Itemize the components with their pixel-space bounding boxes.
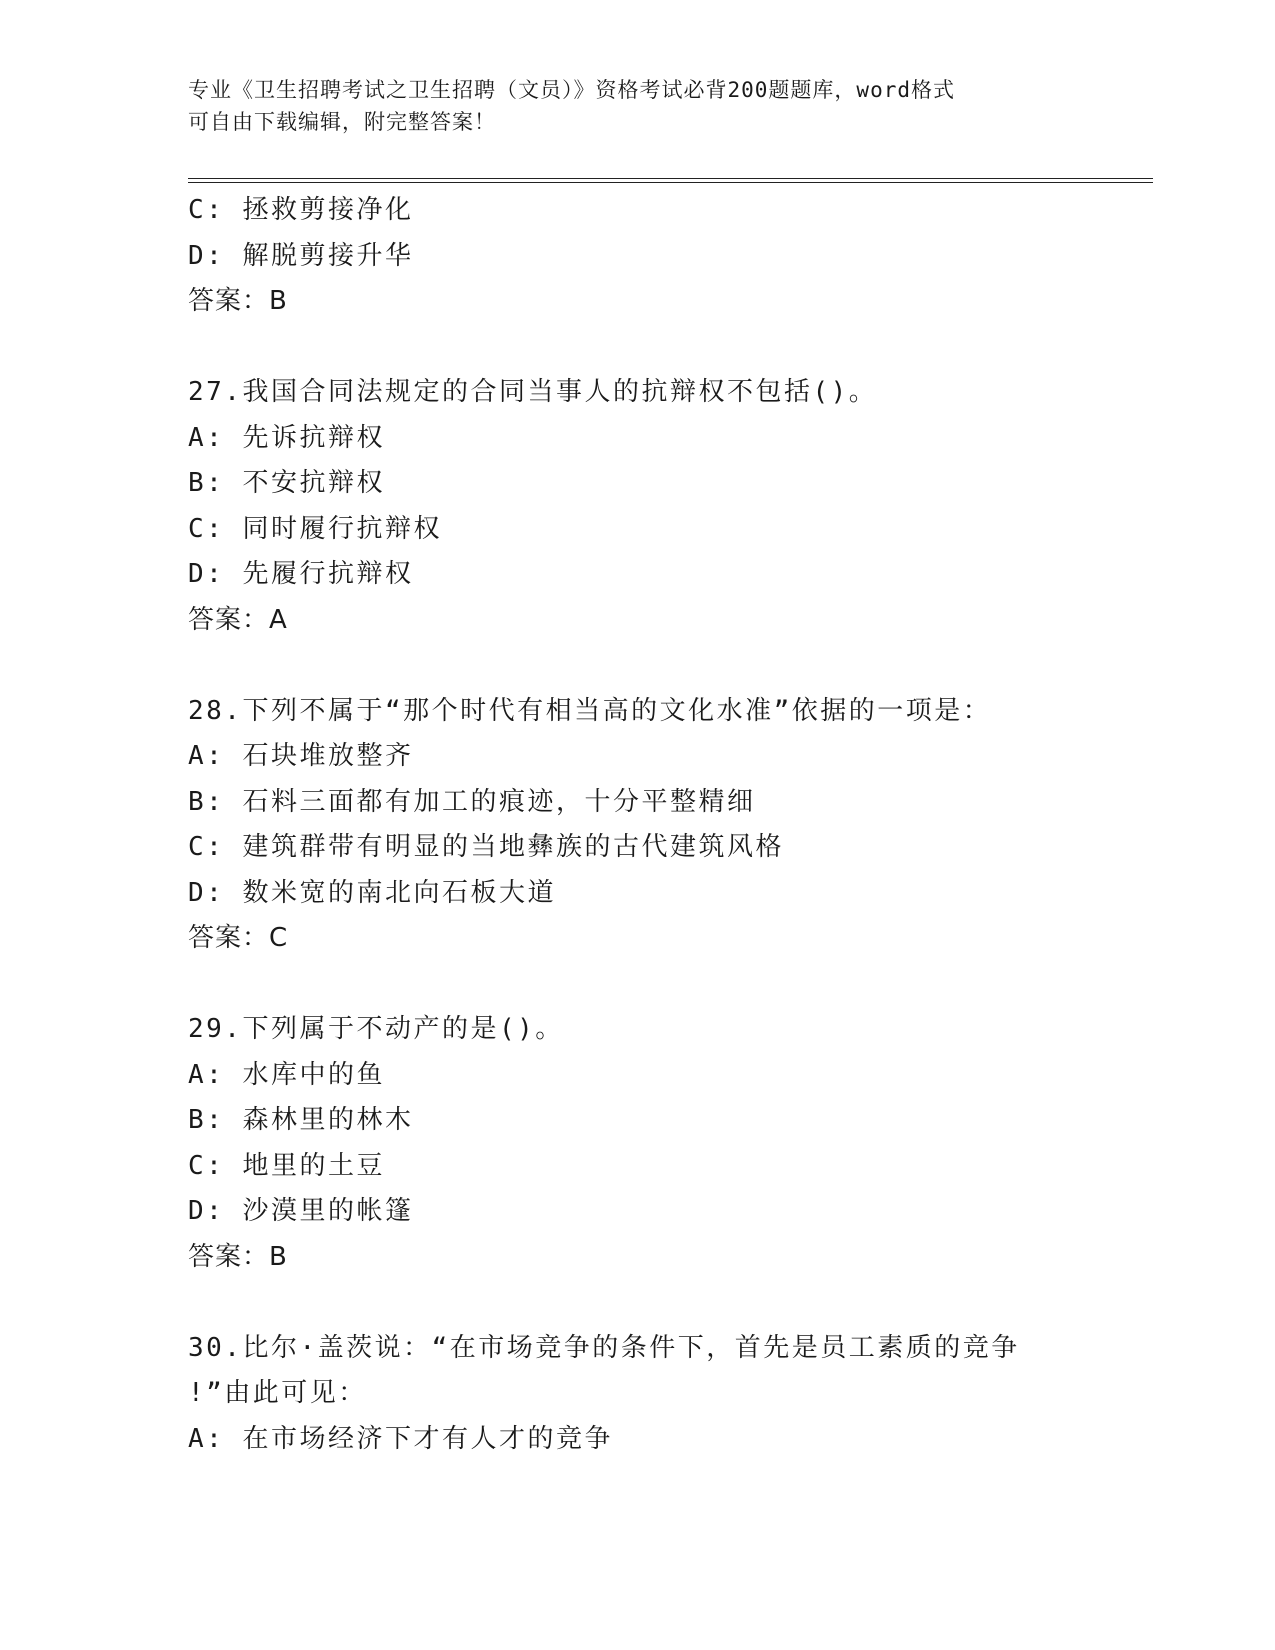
option-c: C: 地里的土豆 <box>188 1150 385 1181</box>
question-28 <box>188 689 1148 962</box>
option-d: D: 沙漠里的帐篷 <box>188 1196 414 1226</box>
question-text: 29.下列属于不动产的是()。 <box>188 1014 564 1044</box>
option-b: B: 不安抗辩权 <box>188 468 385 498</box>
header-title-line-1: 专业《卫生招聘考试之卫生招聘（文员）》资格考试必背200题题库，word格式 <box>188 78 955 102</box>
option-d: D: 解脱剪接升华 <box>188 240 414 271</box>
spacer <box>188 325 1148 371</box>
question-list <box>188 188 1148 1462</box>
header-divider <box>188 178 1153 183</box>
header-title-line-2: 可自由下载编辑，附完整答案！ <box>188 110 496 134</box>
document-header <box>188 74 1068 138</box>
option-a: A: 先诉抗辩权 <box>188 422 385 453</box>
option-a: A: 水库中的鱼 <box>188 1059 385 1090</box>
answer-label: 答案：B <box>188 1241 288 1272</box>
question-27 <box>188 370 1148 643</box>
question-text-line-2: !”由此可见： <box>188 1378 367 1408</box>
question-text: 28.下列不属于“那个时代有相当高的文化水准”依据的一项是： <box>188 695 992 726</box>
question-text-line-1: 30.比尔·盖茨说：“在市场竞争的条件下，首先是员工素质的竞争 <box>188 1332 1020 1363</box>
option-d: D: 数米宽的南北向石板大道 <box>188 877 556 908</box>
question-26-tail <box>188 188 1148 325</box>
spacer <box>188 1280 1148 1326</box>
option-b: B: 森林里的林木 <box>188 1105 414 1135</box>
option-c: C: 同时履行抗辩权 <box>188 513 442 544</box>
spacer <box>188 643 1148 689</box>
option-d: D: 先履行抗辩权 <box>188 559 414 589</box>
option-a: A: 石块堆放整齐 <box>188 741 414 771</box>
answer-label: 答案：A <box>188 604 288 635</box>
option-b: B: 石料三面都有加工的痕迹，十分平整精细 <box>188 786 756 817</box>
option-a: A: 在市场经济下才有人才的竞争 <box>188 1423 613 1454</box>
question-text: 27.我国合同法规定的合同当事人的抗辩权不包括()。 <box>188 377 878 407</box>
option-c: C: 建筑群带有明显的当地彝族的古代建筑风格 <box>188 832 784 862</box>
question-30 <box>188 1326 1148 1463</box>
answer-label: 答案：B <box>188 286 288 316</box>
question-29 <box>188 1007 1148 1280</box>
option-c: C: 拯救剪接净化 <box>188 195 414 225</box>
spacer <box>188 962 1148 1008</box>
answer-label: 答案：C <box>188 923 289 953</box>
